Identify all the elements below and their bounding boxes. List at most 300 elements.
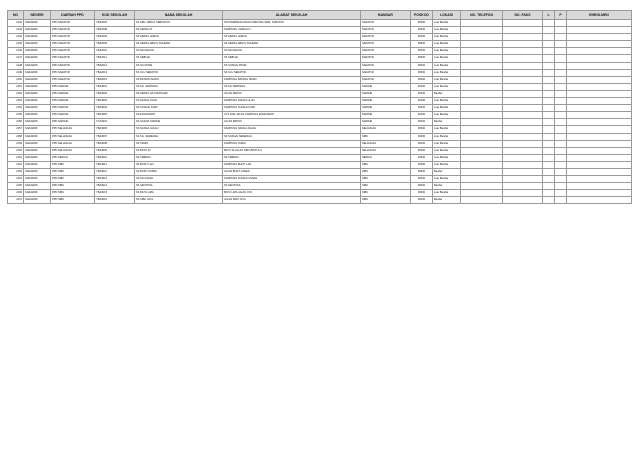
cell-daerah: PPD SARATOK bbox=[51, 76, 95, 83]
cell-daerah: PPD SARIKEI bbox=[51, 105, 95, 112]
cell-kod: YBA2006 bbox=[95, 20, 135, 27]
table-body bbox=[8, 20, 632, 204]
cell-bandar: SELANGAU bbox=[361, 126, 411, 133]
cell-no: 2165 bbox=[8, 183, 24, 190]
cell-lokasi: Bandar bbox=[433, 168, 461, 175]
spreadsheet bbox=[7, 10, 631, 204]
cell-enrolmen bbox=[567, 98, 632, 105]
cell-lokasi: Luar Bandar bbox=[433, 41, 461, 48]
cell-alamat: JALAN REPOK bbox=[223, 119, 361, 126]
cell-enrolmen bbox=[567, 168, 632, 175]
cell-nama: SK TAMIN bbox=[135, 140, 223, 147]
cell-daerah: PPD SARIKEI bbox=[51, 98, 95, 105]
cell-no: 2159 bbox=[8, 140, 24, 147]
cell-telefon bbox=[461, 126, 503, 133]
cell-alamat: LOT 1094 JALAN KAMPUNG ENGKAMOP bbox=[223, 112, 361, 119]
cell-enrolmen bbox=[567, 140, 632, 147]
cell-faks bbox=[503, 105, 543, 112]
cell-lokasi: Luar Bandar bbox=[433, 140, 461, 147]
cell-daerah: PPD SELANGAU bbox=[51, 147, 95, 154]
cell-daerah: PPD SARIKEI bbox=[51, 90, 95, 97]
cell-p bbox=[555, 55, 567, 62]
cell-p bbox=[555, 41, 567, 48]
cell-kod: YBA3008 bbox=[95, 140, 135, 147]
cell-nama: SK ABANG LEMAN bbox=[135, 34, 223, 41]
cell-no: 2143 bbox=[8, 27, 24, 34]
cell-bandar: SARATOK bbox=[361, 41, 411, 48]
cell-poskod: 95400 bbox=[411, 34, 433, 41]
cell-faks bbox=[503, 41, 543, 48]
cell-no: 2147 bbox=[8, 55, 24, 62]
cell-negeri: SARAWAK bbox=[24, 176, 51, 183]
cell-nama: SK SEBLAK bbox=[135, 55, 223, 62]
cell-nama: SK NGUNGUN bbox=[135, 48, 223, 55]
cell-lokasi: Luar Bandar bbox=[433, 83, 461, 90]
cell-faks bbox=[503, 112, 543, 119]
table-row bbox=[8, 27, 632, 34]
cell-faks bbox=[503, 62, 543, 69]
cell-negeri: SARAWAK bbox=[24, 69, 51, 76]
cell-no: 2157 bbox=[8, 126, 24, 133]
cell-alamat: KAMPUNG NANGA JAGAU bbox=[223, 126, 361, 133]
cell-nama: SK BUKIT LAN bbox=[135, 161, 223, 168]
cell-no: 2145 bbox=[8, 41, 24, 48]
cell-negeri: SARAWAK bbox=[24, 119, 51, 126]
cell-p bbox=[555, 119, 567, 126]
cell-p bbox=[555, 161, 567, 168]
cell-alamat: SK SG SERTENG bbox=[223, 83, 361, 90]
header-bandar: BANDAR bbox=[361, 11, 411, 20]
cell-telefon bbox=[461, 90, 503, 97]
cell-enrolmen bbox=[567, 105, 632, 112]
cell-faks bbox=[503, 140, 543, 147]
cell-daerah: PPD SIBU bbox=[51, 190, 95, 197]
cell-p bbox=[555, 76, 567, 83]
table-row bbox=[8, 55, 632, 62]
cell-daerah: PPD SARATOK bbox=[51, 27, 95, 34]
cell-faks bbox=[503, 34, 543, 41]
cell-poskod: 96100 bbox=[411, 112, 433, 119]
cell-bandar: SERIAN bbox=[361, 154, 411, 161]
cell-daerah: PPD SIBU bbox=[51, 168, 95, 175]
header-daerah: DAERAH PPD bbox=[51, 11, 95, 20]
cell-faks bbox=[503, 147, 543, 154]
cell-daerah: PPD SARIKEI bbox=[51, 112, 95, 119]
cell-l bbox=[543, 83, 555, 90]
cell-faks bbox=[503, 69, 543, 76]
cell-p bbox=[555, 90, 567, 97]
cell-no: 2166 bbox=[8, 190, 24, 197]
cell-enrolmen bbox=[567, 27, 632, 34]
cell-alamat: SK SEBLAK bbox=[223, 55, 361, 62]
cell-daerah: PPD SARATOK bbox=[51, 69, 95, 76]
cell-negeri: SARAWAK bbox=[24, 133, 51, 140]
table-row bbox=[8, 197, 632, 204]
cell-telefon bbox=[461, 98, 503, 105]
cell-negeri: SARAWAK bbox=[24, 147, 51, 154]
cell-poskod: 96000 bbox=[411, 190, 433, 197]
cell-daerah: PPD SIBU bbox=[51, 183, 95, 190]
cell-alamat: JALAN BUKIT ASSEK bbox=[223, 168, 361, 175]
cell-l bbox=[543, 112, 555, 119]
cell-negeri: SARAWAK bbox=[24, 140, 51, 147]
cell-faks bbox=[503, 98, 543, 105]
cell-telefon bbox=[461, 133, 503, 140]
table-row bbox=[8, 90, 632, 97]
cell-bandar: SIBU bbox=[361, 176, 411, 183]
cell-l bbox=[543, 90, 555, 97]
cell-nama: SK BATANG MARO bbox=[135, 76, 223, 83]
cell-lokasi: Bandar bbox=[433, 183, 461, 190]
table-row bbox=[8, 147, 632, 154]
header-alamat: ALAMAT SEKOLAH bbox=[223, 11, 361, 20]
cell-lokasi: Luar Bandar bbox=[433, 69, 461, 76]
cell-alamat: KAMPUNG TAMIN bbox=[223, 140, 361, 147]
cell-nama: SK BUKIT ASSEK bbox=[135, 168, 223, 175]
table-row bbox=[8, 105, 632, 112]
cell-telefon bbox=[461, 140, 503, 147]
cell-faks bbox=[503, 190, 543, 197]
cell-no: 2164 bbox=[8, 176, 24, 183]
cell-kod: YBA3016 bbox=[95, 197, 135, 204]
cell-poskod: 96000 bbox=[411, 197, 433, 204]
cell-nama: SK ABG. ABDUL SEBANTAN bbox=[135, 20, 223, 27]
cell-no: 2156 bbox=[8, 119, 24, 126]
cell-l bbox=[543, 197, 555, 204]
cell-negeri: SARAWAK bbox=[24, 190, 51, 197]
cell-bandar: SARATOK bbox=[361, 48, 411, 55]
cell-nama: SK ENGKAMOP bbox=[135, 112, 223, 119]
header-kod: KOD SEKOLAH bbox=[95, 11, 135, 20]
cell-bandar: SARIKEI bbox=[361, 90, 411, 97]
cell-no: 2158 bbox=[8, 133, 24, 140]
cell-poskod: 96000 bbox=[411, 140, 433, 147]
cell-alamat: SK ABANG ABDUL RAHMAN bbox=[223, 41, 361, 48]
cell-lokasi: Luar Bandar bbox=[433, 62, 461, 69]
cell-l bbox=[543, 176, 555, 183]
cell-no: 2149 bbox=[8, 69, 24, 76]
cell-poskod: 96000 bbox=[411, 133, 433, 140]
cell-l bbox=[543, 69, 555, 76]
cell-l bbox=[543, 27, 555, 34]
cell-l bbox=[543, 62, 555, 69]
cell-daerah: PPD SARATOK bbox=[51, 41, 95, 48]
cell-kod: YBA3006 bbox=[95, 126, 135, 133]
cell-bandar: SELANGAU bbox=[361, 147, 411, 154]
cell-alamat: SK NGUNGUN bbox=[223, 48, 361, 55]
cell-no: 2151 bbox=[8, 83, 24, 90]
cell-faks bbox=[503, 161, 543, 168]
table-row bbox=[8, 69, 632, 76]
cell-kod: YBA2009 bbox=[95, 41, 135, 48]
cell-negeri: SARAWAK bbox=[24, 197, 51, 204]
cell-faks bbox=[503, 133, 543, 140]
cell-bandar: SARIKEI bbox=[361, 119, 411, 126]
cell-kod: YBA3015 bbox=[95, 190, 135, 197]
table-row bbox=[8, 126, 632, 133]
cell-l bbox=[543, 140, 555, 147]
cell-p bbox=[555, 27, 567, 34]
cell-lokasi: Luar Bandar bbox=[433, 55, 461, 62]
cell-bandar: SIBU bbox=[361, 190, 411, 197]
cell-lokasi: Luar Bandar bbox=[433, 105, 461, 112]
table-row bbox=[8, 161, 632, 168]
cell-alamat: JALAN SIBU JAYA bbox=[223, 197, 361, 204]
cell-enrolmen bbox=[567, 83, 632, 90]
cell-daerah: PPD SELANGAU bbox=[51, 126, 95, 133]
cell-bandar: SIBU bbox=[361, 183, 411, 190]
cell-no: 2148 bbox=[8, 62, 24, 69]
cell-poskod: 95400 bbox=[411, 48, 433, 55]
cell-enrolmen bbox=[567, 119, 632, 126]
cell-nama: SK SIBU JAYA bbox=[135, 197, 223, 204]
header-row bbox=[8, 11, 632, 20]
cell-telefon bbox=[461, 20, 503, 27]
cell-no: 2152 bbox=[8, 90, 24, 97]
cell-kod: YBA3012 bbox=[95, 168, 135, 175]
cell-p bbox=[555, 133, 567, 140]
cell-p bbox=[555, 197, 567, 204]
cell-faks bbox=[503, 126, 543, 133]
cell-telefon bbox=[461, 62, 503, 69]
cell-kod: YBA3014 bbox=[95, 183, 135, 190]
cell-lokasi: Luar Bandar bbox=[433, 27, 461, 34]
cell-alamat: KAMPUNG SUNGAI ASSAN bbox=[223, 176, 361, 183]
cell-faks bbox=[503, 76, 543, 83]
cell-no: 2154 bbox=[8, 105, 24, 112]
cell-p bbox=[555, 83, 567, 90]
cell-lokasi: Luar Bandar bbox=[433, 48, 461, 55]
cell-p bbox=[555, 48, 567, 55]
cell-nama: SK SUNGAI KAWI bbox=[135, 105, 223, 112]
cell-nama: SK SG PASIR bbox=[135, 62, 223, 69]
cell-l bbox=[543, 34, 555, 41]
cell-kod: YBA2010 bbox=[95, 48, 135, 55]
cell-daerah: PPD SIBU bbox=[51, 197, 95, 204]
cell-p bbox=[555, 112, 567, 119]
header-l: L bbox=[543, 11, 555, 20]
cell-telefon bbox=[461, 27, 503, 34]
cell-kod: YCA3001 bbox=[95, 119, 135, 126]
cell-faks bbox=[503, 55, 543, 62]
cell-poskod: 96000 bbox=[411, 161, 433, 168]
cell-kod: YBA3013 bbox=[95, 176, 135, 183]
cell-p bbox=[555, 147, 567, 154]
header-enrolmen: ENROLMEN bbox=[567, 11, 632, 20]
cell-daerah: PPD SARATOK bbox=[51, 48, 95, 55]
cell-alamat: SK SUNGAI SEMERAH bbox=[223, 133, 361, 140]
cell-nama: SK NANGA ULAN bbox=[135, 98, 223, 105]
cell-kod: YBA3001 bbox=[95, 83, 135, 90]
cell-poskod: 95400 bbox=[411, 55, 433, 62]
cell-nama: SK ABANG HAJI MATAHIR bbox=[135, 90, 223, 97]
cell-telefon bbox=[461, 105, 503, 112]
cell-daerah: PPD SARATOK bbox=[51, 62, 95, 69]
cell-poskod: 96100 bbox=[411, 83, 433, 90]
cell-enrolmen bbox=[567, 62, 632, 69]
cell-negeri: SARAWAK bbox=[24, 183, 51, 190]
cell-l bbox=[543, 190, 555, 197]
cell-poskod: 96100 bbox=[411, 105, 433, 112]
cell-enrolmen bbox=[567, 76, 632, 83]
cell-daerah: PPD SARATOK bbox=[51, 55, 95, 62]
cell-p bbox=[555, 190, 567, 197]
cell-daerah: PPD SIBU bbox=[51, 176, 95, 183]
table-row bbox=[8, 119, 632, 126]
cell-daerah: PPD SIBU bbox=[51, 161, 95, 168]
cell-lokasi: Luar Bandar bbox=[433, 190, 461, 197]
cell-nama: SK TEBEDU bbox=[135, 154, 223, 161]
table-row bbox=[8, 62, 632, 69]
cell-no: 2146 bbox=[8, 48, 24, 55]
cell-kod: YBA2008 bbox=[95, 27, 135, 34]
cell-enrolmen bbox=[567, 55, 632, 62]
cell-no: 2150 bbox=[8, 76, 24, 83]
cell-negeri: SARAWAK bbox=[24, 90, 51, 97]
cell-bandar: SARIKEI bbox=[361, 105, 411, 112]
cell-daerah: PPD SERIAN bbox=[51, 154, 95, 161]
table-row bbox=[8, 176, 632, 183]
cell-poskod: 96000 bbox=[411, 147, 433, 154]
cell-negeri: SARAWAK bbox=[24, 105, 51, 112]
cell-telefon bbox=[461, 190, 503, 197]
cell-bandar: SARIKEI bbox=[361, 112, 411, 119]
cell-enrolmen bbox=[567, 183, 632, 190]
cell-telefon bbox=[461, 41, 503, 48]
table-row bbox=[8, 112, 632, 119]
cell-telefon bbox=[461, 119, 503, 126]
cell-nama: SK KEMALUT bbox=[135, 27, 223, 34]
cell-alamat: BATU LIMA JALAN OYA bbox=[223, 190, 361, 197]
cell-p bbox=[555, 98, 567, 105]
cell-poskod: 96000 bbox=[411, 126, 433, 133]
cell-no: 2161 bbox=[8, 154, 24, 161]
cell-enrolmen bbox=[567, 126, 632, 133]
cell-faks bbox=[503, 197, 543, 204]
cell-kod: YBA3011 bbox=[95, 161, 135, 168]
table-row bbox=[8, 140, 632, 147]
cell-lokasi: Luar Bandar bbox=[433, 112, 461, 119]
cell-lokasi: Luar Bandar bbox=[433, 76, 461, 83]
cell-lokasi: Luar Bandar bbox=[433, 20, 461, 27]
cell-kod: YBA3004 bbox=[95, 105, 135, 112]
cell-kod: YBA2012 bbox=[95, 62, 135, 69]
school-table bbox=[7, 10, 632, 204]
cell-alamat: SK SUNGAI PASIR bbox=[223, 62, 361, 69]
cell-faks bbox=[503, 83, 543, 90]
cell-enrolmen bbox=[567, 34, 632, 41]
cell-faks bbox=[503, 119, 543, 126]
header-faks: NO. FAKS bbox=[503, 11, 543, 20]
cell-l bbox=[543, 168, 555, 175]
cell-l bbox=[543, 133, 555, 140]
cell-no: 2167 bbox=[8, 197, 24, 204]
cell-kod: YBA2013 bbox=[95, 69, 135, 76]
cell-nama: SK BATU LIMA bbox=[135, 190, 223, 197]
cell-poskod: 96000 bbox=[411, 176, 433, 183]
cell-bandar: SARATOK bbox=[361, 27, 411, 34]
cell-telefon bbox=[461, 34, 503, 41]
cell-l bbox=[543, 126, 555, 133]
cell-poskod: 95400 bbox=[411, 69, 433, 76]
cell-p bbox=[555, 34, 567, 41]
cell-poskod: 96100 bbox=[411, 90, 433, 97]
cell-kod: YBA3002 bbox=[95, 90, 135, 97]
cell-negeri: SARAWAK bbox=[24, 154, 51, 161]
table-row bbox=[8, 41, 632, 48]
cell-l bbox=[543, 98, 555, 105]
cell-lokasi: Luar Bandar bbox=[433, 34, 461, 41]
cell-faks bbox=[503, 168, 543, 175]
cell-negeri: SARAWAK bbox=[24, 161, 51, 168]
cell-no: 2162 bbox=[8, 161, 24, 168]
cell-telefon bbox=[461, 48, 503, 55]
cell-negeri: SARAWAK bbox=[24, 126, 51, 133]
cell-alamat: SK ABANG LEMAN bbox=[223, 34, 361, 41]
cell-lokasi: Luar Bandar bbox=[433, 133, 461, 140]
cell-telefon bbox=[461, 176, 503, 183]
cell-poskod: 96000 bbox=[411, 168, 433, 175]
cell-kod: YBA3005 bbox=[95, 112, 135, 119]
cell-l bbox=[543, 183, 555, 190]
cell-alamat: KAMPUNG BATANG MARO bbox=[223, 76, 361, 83]
cell-kod: YBA3003 bbox=[95, 98, 135, 105]
cell-l bbox=[543, 20, 555, 27]
cell-nama: SK AGAMA SARIKEI bbox=[135, 119, 223, 126]
cell-kod: YBA3010 bbox=[95, 154, 135, 161]
cell-lokasi: Luar Bandar bbox=[433, 154, 461, 161]
cell-l bbox=[543, 161, 555, 168]
cell-p bbox=[555, 140, 567, 147]
cell-telefon bbox=[461, 112, 503, 119]
cell-bandar: SELANGAU bbox=[361, 140, 411, 147]
cell-alamat: KAMPUNG NANGA ULAN bbox=[223, 98, 361, 105]
cell-alamat: SK ULU SERATOK bbox=[223, 69, 361, 76]
cell-alamat: KAMPUNG BUKIT LAN bbox=[223, 161, 361, 168]
cell-enrolmen bbox=[567, 69, 632, 76]
cell-poskod: 95400 bbox=[411, 41, 433, 48]
cell-enrolmen bbox=[567, 20, 632, 27]
cell-kod: YBA2009 bbox=[95, 34, 135, 41]
cell-p bbox=[555, 176, 567, 183]
cell-poskod: 95400 bbox=[411, 76, 433, 83]
cell-nama: SK NANGA JAGAU bbox=[135, 126, 223, 133]
cell-negeri: SARAWAK bbox=[24, 62, 51, 69]
table-row bbox=[8, 168, 632, 175]
cell-negeri: SARAWAK bbox=[24, 48, 51, 55]
table-row bbox=[8, 34, 632, 41]
cell-telefon bbox=[461, 168, 503, 175]
cell-lokasi: Bandar bbox=[433, 119, 461, 126]
cell-enrolmen bbox=[567, 48, 632, 55]
cell-alamat: SJK PEMBANGUNAN KAMPUNG SEDI, SARATOK bbox=[223, 20, 361, 27]
header-no: NO bbox=[8, 11, 24, 20]
cell-poskod: 95400 bbox=[411, 27, 433, 34]
header-negeri: NEGERI bbox=[24, 11, 51, 20]
cell-no: 2144 bbox=[8, 34, 24, 41]
cell-daerah: PPD SARIKEI bbox=[51, 119, 95, 126]
cell-lokasi: Luar Bandar bbox=[433, 126, 461, 133]
cell-p bbox=[555, 69, 567, 76]
table-row bbox=[8, 20, 632, 27]
cell-p bbox=[555, 154, 567, 161]
cell-lokasi: Luar Bandar bbox=[433, 98, 461, 105]
cell-faks bbox=[503, 27, 543, 34]
cell-negeri: SARAWAK bbox=[24, 34, 51, 41]
table-row bbox=[8, 154, 632, 161]
cell-daerah: PPD SARATOK bbox=[51, 20, 95, 27]
cell-nama: SK ABANG ABDUL RAHMAN bbox=[135, 41, 223, 48]
